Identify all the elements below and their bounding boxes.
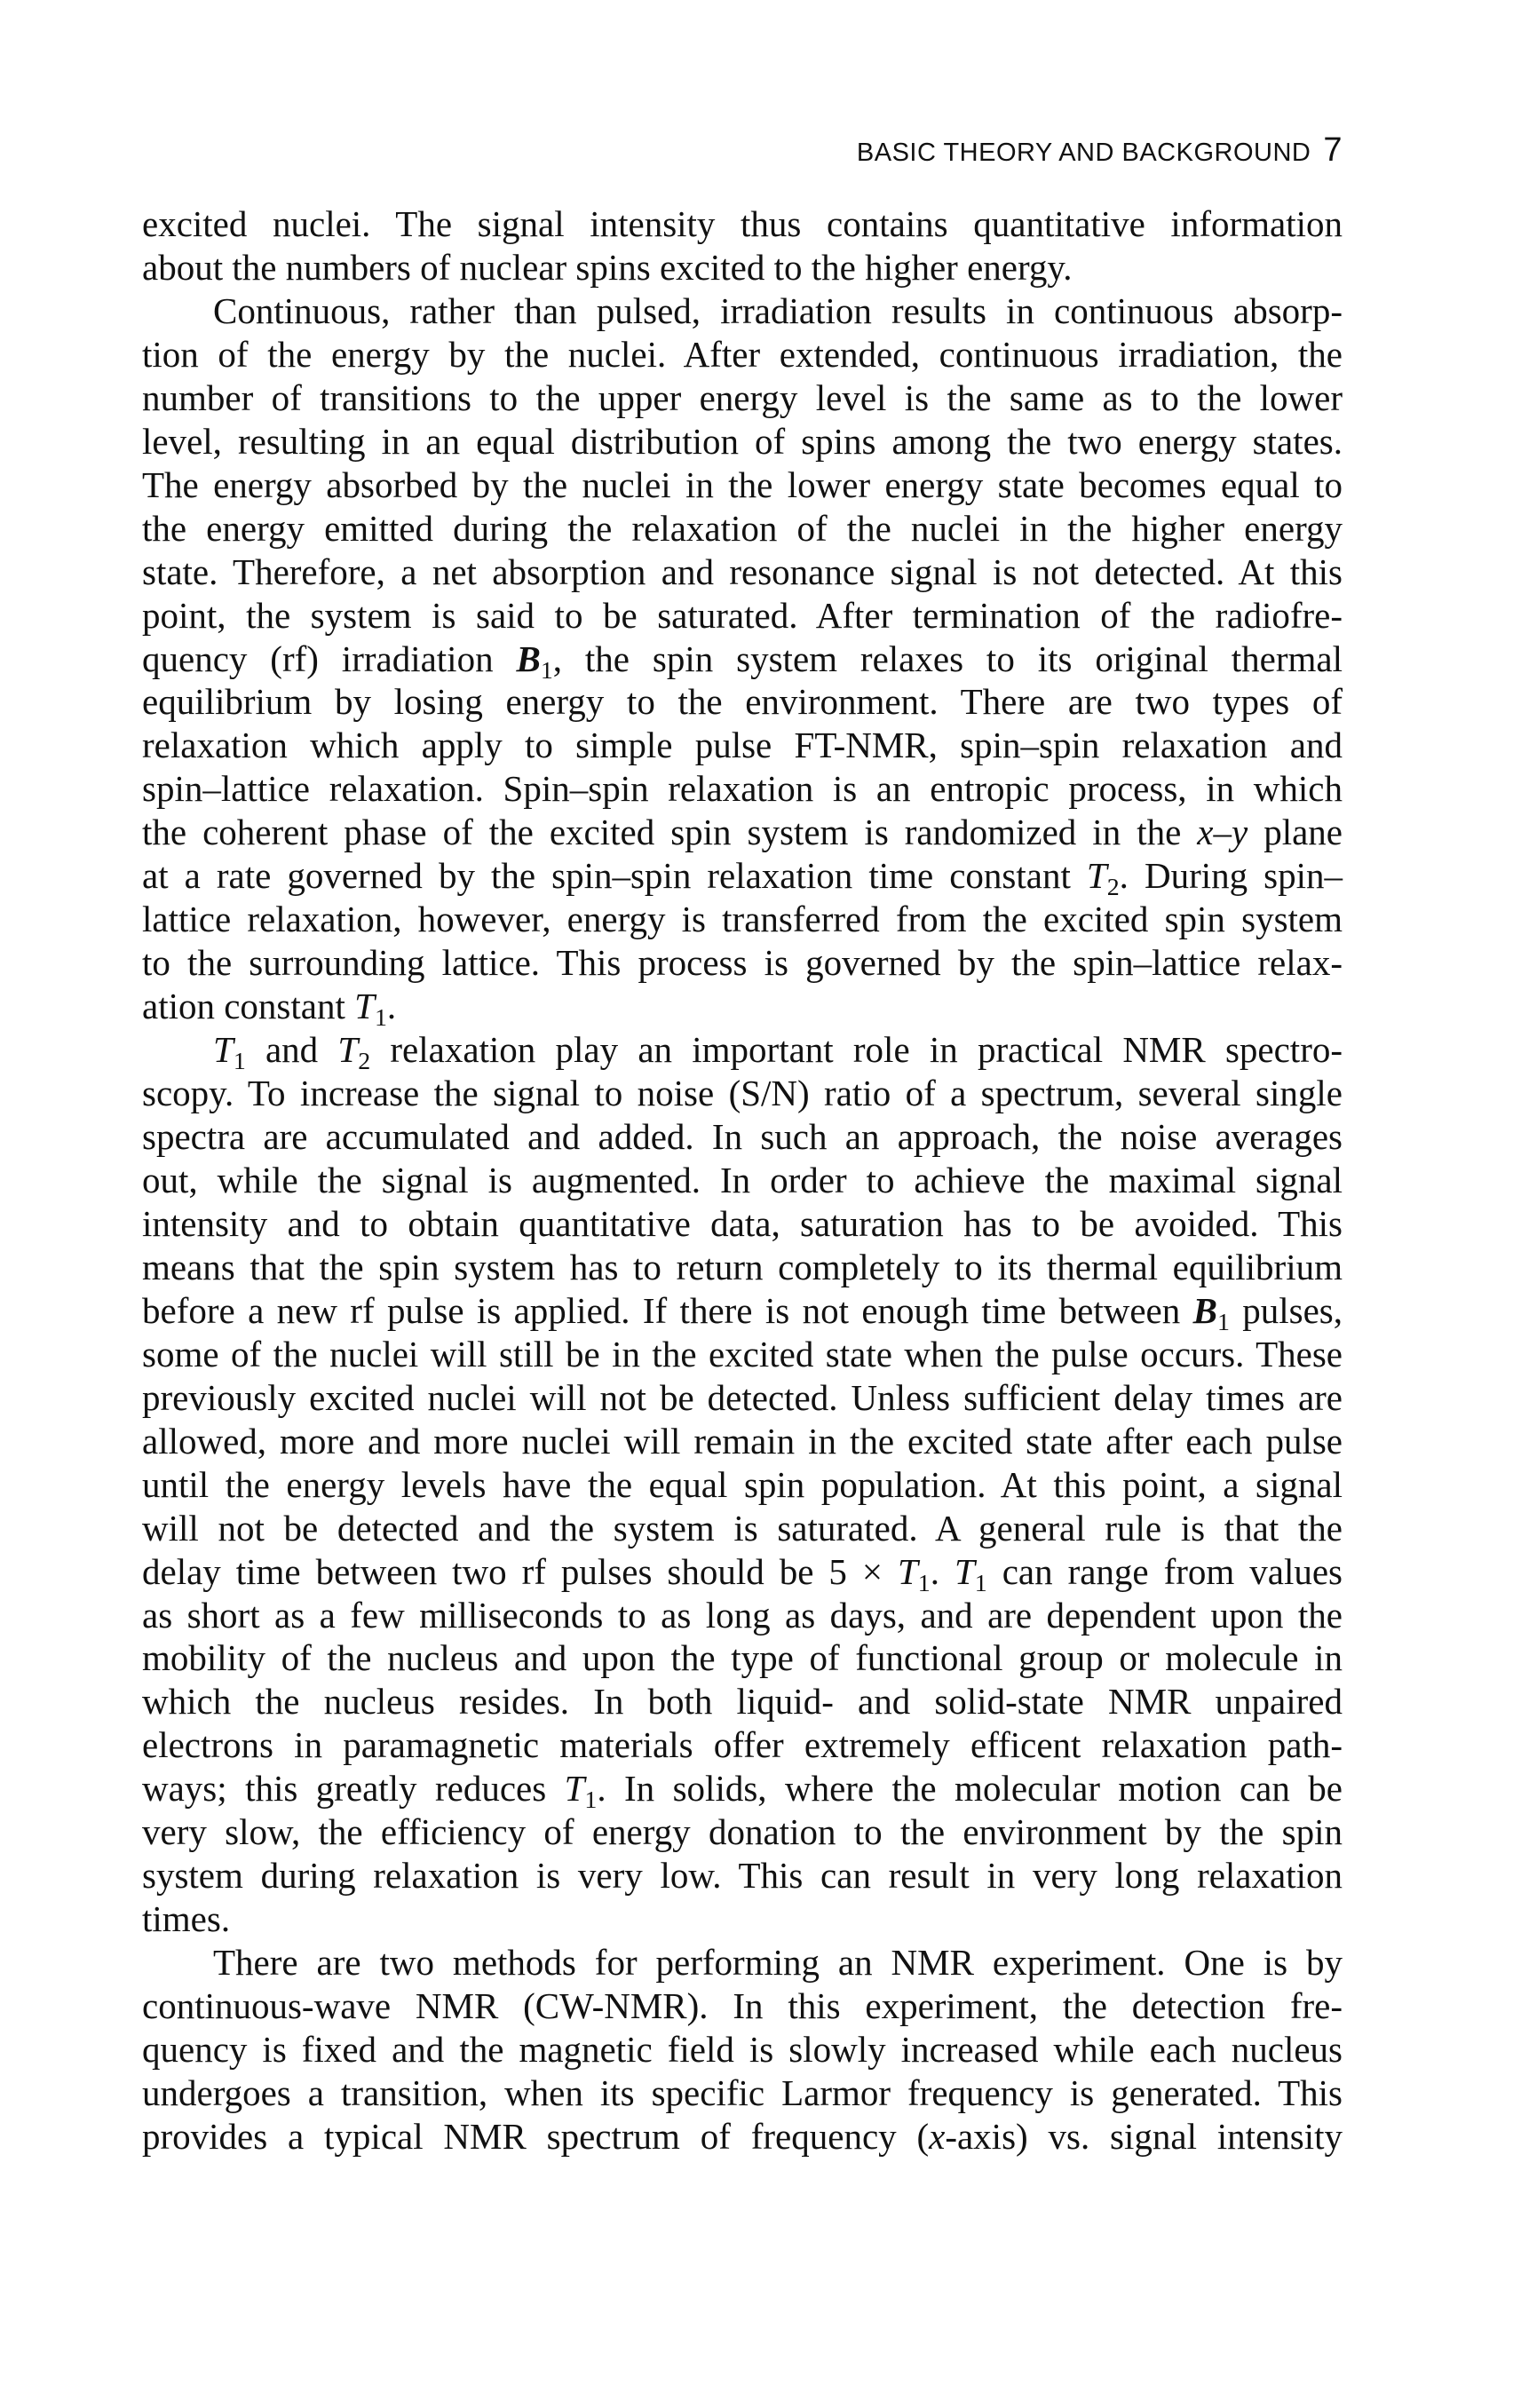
text-segment: provides a typical NMR spectrum of frequency ( (142, 2115, 930, 2157)
text-line (142, 985, 1343, 1032)
symbol-x: x (929, 2115, 946, 2157)
text-line: to the surrounding lattice. This process is governed by the spin–lattice relax- (142, 942, 1343, 984)
text-segment: , the spin system relaxes to its original thermal (552, 638, 1343, 679)
text-segment: quency (rf) irradiation (142, 638, 517, 679)
subscript: 1 (974, 1569, 987, 1597)
text-segment: delay time between two rf pulses should be 5 × (142, 1550, 898, 1592)
text-line (142, 1289, 1343, 1336)
symbol-xy: x–y (1197, 812, 1248, 853)
text-line: the energy emitted during the relaxation of the nuclei in the higher energy (142, 507, 1343, 549)
text-line: until the energy levels have the equal spin population. At this point, a signal (142, 1463, 1343, 1505)
text-line: tion of the energy by the nuclei. After extended, continuous irradiation, the (142, 333, 1343, 375)
subscript: 1 (374, 1003, 387, 1032)
text-line (142, 638, 1343, 685)
subscript: 2 (1106, 874, 1120, 902)
subscript: 1 (917, 1569, 931, 1597)
text-line: system during relaxation is very low. This can result in very long relaxation (142, 1855, 1343, 1897)
text-line: which the nucleus resides. In both liquid- and solid-state NMR unpaired (142, 1681, 1343, 1723)
text-segment: before a new rf pulse is applied. If there is not enough time between (142, 1289, 1193, 1331)
subscript: 1 (584, 1786, 598, 1815)
text-line (142, 2115, 1343, 2158)
subscript: 1 (233, 1047, 246, 1075)
text-segment: . (930, 1550, 955, 1592)
text-line: mobility of the nucleus and upon the type of functional group or molecule in (142, 1637, 1343, 1679)
text-line: undergoes a transition, when its specific Larmor frequency is generated. This (142, 2071, 1343, 2113)
text-line (142, 811, 1343, 854)
text-line: means that the spin system has to return completely to its thermal equilibrium (142, 1246, 1343, 1287)
text-line: state. Therefore, a net absorption and resonance signal is not detected. At this (142, 551, 1343, 592)
text-line: some of the nuclei will still be in the excited state when the pulse occurs. These (142, 1333, 1343, 1374)
symbol-T: T (564, 1768, 585, 1810)
running-title: BASIC THEORY AND BACKGROUND (856, 139, 1311, 167)
text-line: excited nuclei. The signal intensity thus contains quantitative information (142, 203, 1343, 244)
symbol-T: T (897, 1550, 918, 1592)
text-line: The energy absorbed by the nuclei in the lower energy state becomes equal to (142, 463, 1343, 505)
text-line (142, 1767, 1343, 1815)
text-line: lattice relaxation, however, energy is transferred from the excited spin system (142, 899, 1343, 940)
text-segment: pulses, (1229, 1289, 1343, 1331)
text-line: point, the system is said to be saturated. After termination of the radiofre- (142, 594, 1343, 636)
text-segment: can range from values (986, 1550, 1343, 1592)
text-line: quency is fixed and the magnetic field is slowly increased while each nucleus (142, 2029, 1343, 2071)
text-line: intensity and to obtain quantitative data, saturation has to be avoided. This (142, 1202, 1343, 1244)
symbol-T: T (954, 1550, 975, 1592)
text-segment: plane (1248, 812, 1343, 853)
text-segment: . During spin– (1119, 855, 1343, 897)
text-line: about the numbers of nuclear spins excited to the higher energy. (142, 246, 1073, 288)
subscript: 1 (1216, 1308, 1230, 1336)
text-segment: the coherent phase of the excited spin system is randomized in the (142, 812, 1198, 853)
text-line: previously excited nuclei will not be detected. Unless sufficient delay times are (142, 1376, 1343, 1418)
text-line: very slow, the efficiency of energy donation to the environment by the spin (142, 1811, 1343, 1853)
text-segment: and (245, 1029, 338, 1071)
text-segment: relaxation play an important role in practical NMR spectro- (370, 1029, 1343, 1071)
text-line: level, resulting in an equal distribution of spins among the two energy states. (142, 420, 1343, 462)
text-segment: -axis) vs. signal intensity (945, 2115, 1343, 2157)
text-line: equilibrium by losing energy to the environment. There are two types of (142, 681, 1343, 723)
text-line (142, 854, 1343, 902)
running-header (142, 131, 1343, 170)
text-line: will not be detected and the system is saturated. A general rule is that the (142, 1507, 1343, 1549)
subscript: 2 (358, 1047, 371, 1075)
subscript: 1 (540, 656, 553, 685)
text-segment: . (386, 986, 397, 1027)
text-line: scopy. To increase the signal to noise (S/N) ratio of a spectrum, several single (142, 1073, 1343, 1114)
text-line: continuous-wave NMR (CW-NMR). In this experiment, the detection fre- (142, 1985, 1343, 2027)
text-line: spin–lattice relaxation. Spin–spin relaxation is an entropic process, in which (142, 768, 1343, 810)
symbol-T: T (213, 1029, 234, 1071)
page-number: 7 (1323, 131, 1343, 169)
symbol-B: B (1192, 1289, 1217, 1331)
symbol-T: T (337, 1029, 359, 1071)
text-line: out, while the signal is augmented. In order to achieve the maximal signal (142, 1159, 1343, 1200)
text-line: relaxation which apply to simple pulse FT-NMR, spin–spin relaxation and (142, 725, 1343, 766)
body-text (142, 202, 1343, 2158)
text-segment: ation constant (142, 986, 355, 1027)
text-line: times. (142, 1898, 231, 1940)
text-line: spectra are accumulated and added. In such an approach, the noise averages (142, 1116, 1343, 1158)
text-line: allowed, more and more nuclei will remain in the excited state after each pulse (142, 1420, 1343, 1461)
text-segment: ways; this greatly reduces (142, 1768, 565, 1810)
text-segment: at a rate governed by the spin–spin relaxation time constant (142, 855, 1087, 897)
text-line: electrons in paramagnetic materials offer extremely efficent relaxation path- (142, 1724, 1343, 1766)
text-line (142, 1028, 1343, 1075)
text-line (142, 1550, 1343, 1597)
text-line: number of transitions to the upper energy level is the same as to the lower (142, 376, 1343, 418)
text-line: as short as a few milliseconds to as long as days, and are dependent upon the (142, 1594, 1343, 1636)
symbol-B: B (516, 638, 541, 679)
text-segment: . In solids, where the molecular motion can be (597, 1768, 1343, 1810)
text-line: There are two methods for performing an NMR experiment. One is by (213, 1942, 1343, 1984)
symbol-T: T (1086, 855, 1107, 897)
text-line: Continuous, rather than pulsed, irradiation results in continuous absorp- (213, 289, 1343, 331)
symbol-T: T (354, 986, 375, 1027)
